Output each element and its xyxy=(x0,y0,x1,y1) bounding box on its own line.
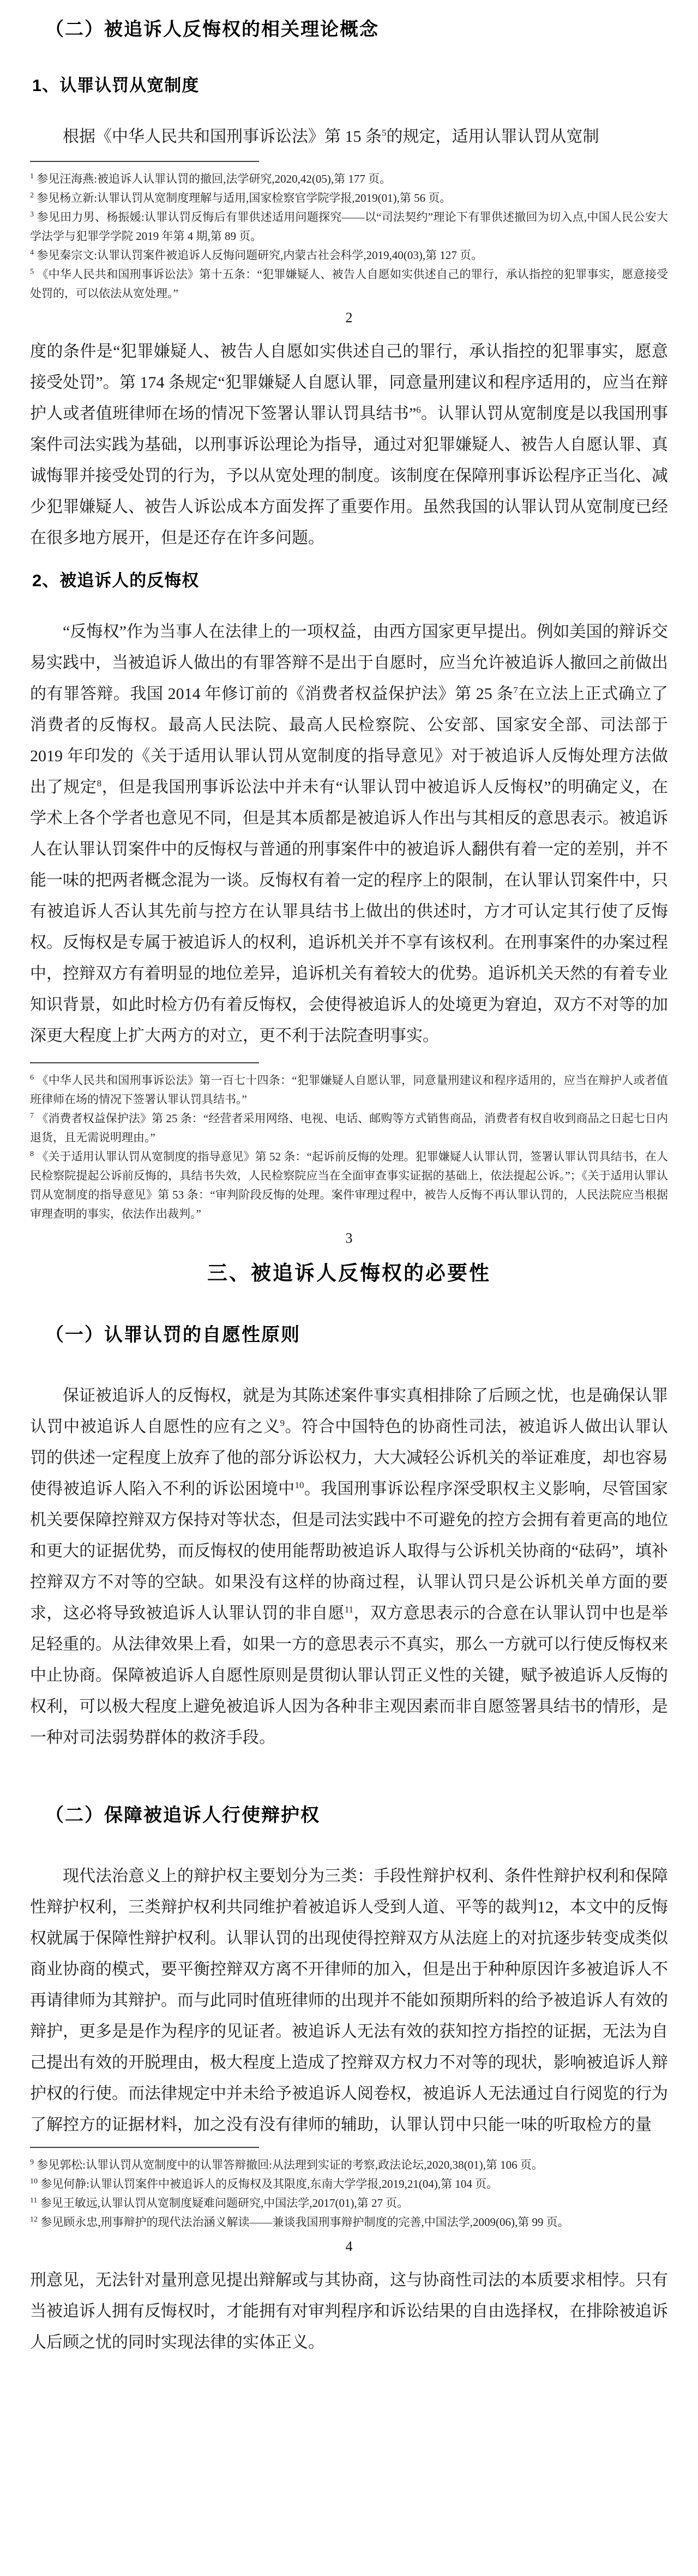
paragraph-intro xyxy=(30,121,668,152)
footnote-separator xyxy=(30,1062,259,1063)
footnote-text: 参见何静:认罪认罚案件中被追诉人的反悔权及其限度,东南大学学报,2019,21(04),第 104 页。 xyxy=(40,2177,498,2190)
footnote-number: 5 xyxy=(30,268,34,276)
footnote-ref-11: 11 xyxy=(344,1604,354,1615)
footnote-ref-8: 8 xyxy=(97,778,102,789)
footnote-item xyxy=(30,246,668,265)
footnote-text: 参见秦宗文:认罪认罚案件被追诉人反悔问题研究,内蒙古社会科学,2019,40(03),第 127 页。 xyxy=(37,249,483,262)
footnote-item xyxy=(30,1109,668,1147)
subsection-heading-leniency-system: 1、认罪认罚从宽制度 xyxy=(32,76,200,95)
footnote-item xyxy=(30,1147,668,1224)
footnote-text: 《中华人民共和国刑事诉讼法》第十五条：“犯罪嫌疑人、被告人自愿如实供述自己的罪行，承认指控的犯罪事实，愿意接受处罚的，可以依法从宽处理。” xyxy=(30,268,668,300)
paragraph-voluntariness xyxy=(30,1380,668,1753)
paragraph-defense-right: 现代法治意义上的辩护权主要划分为三类：手段性辩护权利、条件性辩护权利和保障性辩护权利，三类辩护权利共同维护着被追诉人受到人道、平等的裁判12，本文中的反悔权就属于保障性辩护权利。认罪认罚的出现使得控辩双方从法庭上的对抗逐步转变成类似商业协商的模式，要平衡控辩双方离不开律师的加入，但是出于种种原因许多被追诉人不再请律师为其辩护。而与此同时值班律师的出现并不能如预期所料的给予被追诉人有效的辩护，更多是是作为程序的见证者。被追诉人无法有效的获知控方指控的证据，无法为自己提出有效的开脱理由，极大程度上造成了控辩双方权力不对等的现状，影响被追诉人辩护权的行使。而法律规定中并未给予被追诉人阅卷权，被追诉人无法通过自行阅览的行为了解控方的证据材料，加之没有没有律师的辅助，认罪认罚中只能一味的听取检方的量 xyxy=(30,1867,668,2134)
footnote-item xyxy=(30,189,668,208)
footnote-number: 4 xyxy=(30,249,34,257)
footnote-separator xyxy=(30,161,259,162)
footnote-text: 参见杨立新:认罪认罚从宽制度理解与适用,国家检察官学院学报,2019(01),第 56 页。 xyxy=(37,191,452,204)
footnote-item xyxy=(30,170,668,189)
footnote-text: 参见顾永忠,刑事辩护的现代法治涵义解读——兼谈我国刑事辩护制度的完善,中国法学,2009(06),第 99 页。 xyxy=(40,2216,569,2229)
footnote-number: 12 xyxy=(30,2216,38,2224)
footnote-number: 3 xyxy=(30,210,34,219)
paragraph-regret-right xyxy=(30,616,668,1051)
footnote-number: 7 xyxy=(30,1112,34,1120)
paragraph-text: 保证被追诉人的反悔权，就是为其陈述案件事实真相排除了后顾之忧，也是确保认罪认罚中被追诉人自愿性的应有之义 xyxy=(30,1387,668,1436)
paragraph-text: 。符合中国特色的协商性司法，被追诉人做出认罪认罚的供述一定程度上放弃了他的部分诉讼权力，大大减轻公诉机关的举证难度，却也容易使得被追诉人陷入不利的诉讼困境中 xyxy=(30,1418,669,1498)
footnote-text: 参见汪海燕:被追诉人认罪认罚的撤回,法学研究,2020,42(05),第 177 页。 xyxy=(37,172,392,185)
footnotes-group-2 xyxy=(30,1071,668,1224)
subsection-heading-regret-right: 2、被追诉人的反悔权 xyxy=(32,571,200,590)
footnote-text: 参见田力男、杨振媛:认罪认罚反悔后有罪供述适用问题探究——以“司法契约”理论下有罪供述撤回为切入点,中国人民公安大学法学与犯罪学学院 2019 年第 4 期,第 89 页。 xyxy=(30,210,669,243)
paragraph-text: 。认罪认罚从宽制度是以我国刑事案件司法实践为基础，以刑事诉讼理论为指导，通过对犯罪嫌疑人、被告人自愿认罪、真诚悔罪并接受处罚的行为，予以从宽处理的制度。该制度在保障刑事诉讼程序正当化、减少犯罪嫌疑人、被告人诉讼成本方面发挥了重要作用。虽然我国的认罪认罚从宽制度已经在很多地方展开，但是还存在许多问题。 xyxy=(30,405,668,547)
footnote-number: 9 xyxy=(30,2158,34,2166)
footnotes-group-3 xyxy=(30,2156,668,2232)
footnote-number: 10 xyxy=(30,2177,38,2186)
paragraph-page4-continuation: 刑意见，无法针对量刑意见提出辩解或与其协商，这与协商性司法的本质要求相悖。只有当被追诉人拥有反悔权时，才能拥有对审判程序和诉讼结果的自由选择权，在排除被追诉人后顾之忧的同时实现法律的实体正义。 xyxy=(30,2271,668,2351)
paragraph-text: 度的条件是“犯罪嫌疑人、被告人自愿如实供述自己的罪行，承认指控的犯罪事实，愿意接受处罚”。第 174 条规定“犯罪嫌疑人自愿认罪，同意量刑建议和程序适用的，应当在辩护人或者值班律师在场的情况下签署认罪认罚具结书” xyxy=(30,342,668,423)
footnote-ref-6: 6 xyxy=(416,405,421,415)
footnote-text: 参见王敏远,认罪认罚从宽制度疑难问题研究,中国法学,2017(01),第 27 页。 xyxy=(40,2196,409,2210)
paragraph-text: 。我国刑事诉讼程序深受职权主义影响，尽管国家机关要保障控辩双方保持对等状态，但是司法实践中不可避免的控方会拥有着更高的地位和更大的证据优势，而反悔权的使用能帮助被追诉人取得与公诉机关协商的“砝码”，填补控辩双方不对等的空缺。如果没有这样的协商过程，认罪认罚只是公诉机关单方面的要求，这必将导致被追诉人认罪认罚的非自愿 xyxy=(30,1480,669,1622)
page-number: 2 xyxy=(345,310,353,326)
footnote-item xyxy=(30,2175,668,2194)
footnote-ref-7: 7 xyxy=(513,685,518,695)
paragraph-text: 根据《中华人民共和国刑事诉讼法》第 15 条 xyxy=(63,128,382,146)
footnote-item xyxy=(30,2213,668,2232)
paragraph-text: ，但是我国刑事诉讼法中并未有“认罪认罚中被追诉人反悔权”的明确定义，在学术上各个学者也意见不同，但是其本质都是被追诉人作出与其相反的意思表示。被追诉人在认罪认罚案件中的反悔权与普通的刑事案件中的被追诉人翻供有着一定的差别，并不能一味的把两者概念混为一谈。反悔权有着一定的程序上的限制，在认罪认罚案件中，只有被追诉人否认其先前与控方在认罪具结书上做出的供述时，方才可认定其行使了反悔权。反悔权是专属于被追诉人的权利，追诉机关并不享有该权利。在刑事案件的办案过程中，控辩双方有着明显的地位差异，追诉机关有着较大的优势。追诉机关天然的有着专业知识背景，如此时检方仍有着反悔权，会使得被追诉人的处境更为窘迫，双方不对等的加深更大程度上扩大两方的对立，更不利于法院查明事实。 xyxy=(30,778,669,1045)
footnote-item xyxy=(30,265,668,303)
footnote-item xyxy=(30,2194,668,2213)
footnote-number: 11 xyxy=(30,2196,38,2205)
page-number: 4 xyxy=(345,2238,353,2254)
paragraph-text: 的规定，适用认罪认罚从宽制 xyxy=(386,128,599,146)
paragraph-text: “反悔权”作为当事人在法律上的一项权益，由西方国家更早提出。例如美国的辩诉交易实践中，当被追诉人做出的有罪答辩不是出于自愿时，应当允许被追诉人撤回之前做出的有罪答辩。我国 2014 年修订前的《消费者权益保护法》第 25 条 xyxy=(30,623,668,703)
footnote-number: 2 xyxy=(30,191,34,200)
footnote-item xyxy=(30,208,668,246)
paragraph-page2-continuation xyxy=(30,336,668,553)
footnote-ref-5: 5 xyxy=(382,128,387,138)
page-number: 3 xyxy=(345,1230,353,1246)
subsection-heading-defense-right: （二）保障被追诉人行使辩护权 xyxy=(45,1805,320,1826)
subsection-heading-voluntariness: （一）认罪认罚的自愿性原则 xyxy=(45,1325,300,1345)
section-heading-theory-concepts: （二）被追诉人反悔权的相关理论概念 xyxy=(45,19,379,40)
footnotes-group-1 xyxy=(30,170,668,303)
footnote-item xyxy=(30,1071,668,1109)
footnote-text: 《消费者权益保护法》第 25 条：“经营者采用网络、电视、电话、邮购等方式销售商品，消费者有权自收到商品之日起七日内退货，且无需说明理由。” xyxy=(30,1112,668,1144)
paragraph-text: ，双方意思表示的合意在认罪认罚中也是举足轻重的。从法律效果上看，如果一方的意思表示不真实，那么一方就可以行使反悔权来中止协商。保障被追诉人自愿性原则是贯彻认罪认罚正义性的关键，赋予被追诉人反悔的权利，可以极大程度上避免被追诉人因为各种非主观因素而非自愿签署具结书的情形，是一种对司法弱势群体的救济手段。 xyxy=(30,1604,668,1747)
footnote-text: 《关于适用认罪认罚从宽制度的指导意见》第 52 条：“起诉前反悔的处理。犯罪嫌疑人认罪认罚，签署认罪认罚具结书，在人民检察院提起公诉前反悔的，具结书失效，人民检察院应当在全面审查事实证据的基础上，依法提起公诉。”；《关于适用认罪认罚从宽制度的指导意见》第 53 条：“审判阶段反悔的处理。案件审理过程中，被告人反悔不再认罪认罚的，人民法院应当根据审理查明的事实，依法作出裁判。” xyxy=(30,1150,668,1220)
footnote-text: 参见郭松:认罪认罚从宽制度中的认罪答辩撤回:从法理到实证的考察,政法论坛,2020,38(01),第 106 页。 xyxy=(37,2158,543,2171)
footnote-item xyxy=(30,2156,668,2175)
footnote-number: 1 xyxy=(30,172,34,180)
footnote-text: 《中华人民共和国刑事诉讼法》第一百七十四条：“犯罪嫌疑人自愿认罪，同意量刑建议和程序适用的，应当在辩护人或者值班律师在场的情况下签署认罪认罚具结书。” xyxy=(30,1074,668,1106)
footnote-ref-10: 10 xyxy=(294,1480,304,1490)
footnote-separator xyxy=(30,2147,259,2148)
paragraph-text: 在立法上正式确立了消费者的反悔权。最高人民法院、最高人民检察院、公安部、国家安全部、司法部于 2019 年印发的《关于适用认罪认罚从宽制度的指导意见》对于被追诉人反悔处理方法做出了规定 xyxy=(30,685,669,796)
chapter-heading-necessity: 三、被追诉人反悔权的必要性 xyxy=(207,1262,491,1284)
footnote-ref-9: 9 xyxy=(280,1418,285,1428)
footnote-number: 8 xyxy=(30,1150,34,1158)
footnote-number: 6 xyxy=(30,1074,34,1082)
